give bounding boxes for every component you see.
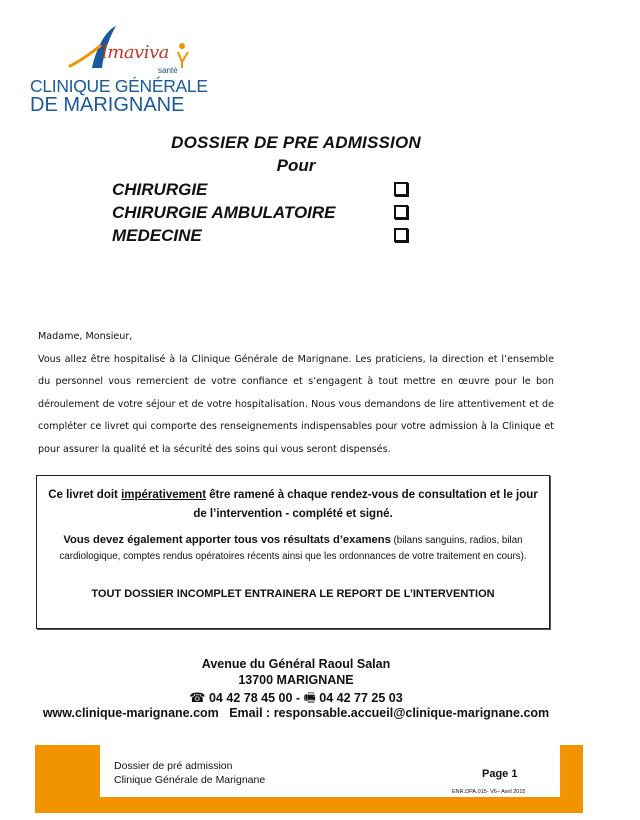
letter-salutation: Madame, Monsieur,: [38, 331, 133, 342]
document-subtitle: Pour: [276, 156, 316, 175]
phone-fax-separator: -: [292, 691, 304, 705]
option-label-chirurgie-ambulatoire: CHIRURGIE AMBULATOIRE: [112, 203, 336, 222]
contact-web-email: [0, 706, 592, 720]
notice-line-2: [45, 533, 541, 564]
address-street: Avenue du Général Raoul Salan: [201, 657, 391, 671]
logo-clinic-name-line2: DE MARIGNANE: [30, 94, 185, 116]
fax-icon: 🖷: [303, 690, 316, 705]
checkbox-chirurgie-ambulatoire[interactable]: [394, 205, 408, 219]
notice-line1-emphasis: impérativement: [121, 489, 207, 501]
footer-clinic-name: Clinique Générale de Marignane: [114, 774, 266, 786]
logo-brand-text: lmaviva: [102, 42, 169, 63]
checkbox-medecine[interactable]: [394, 228, 408, 242]
logo-clinic-name-line1: CLINIQUE GÉNÉRALE: [30, 76, 208, 96]
clinic-logo: [30, 18, 220, 118]
document-reference: ENR.DPA.015- V6– Avril 2015: [452, 789, 526, 795]
notice-line2-bold: Vous devez également apporter tous vos résultats d’examens: [63, 534, 391, 546]
option-label-chirurgie: CHIRURGIE: [112, 180, 208, 199]
document-title: DOSSIER DE PRE ADMISSION: [171, 133, 421, 152]
website-link[interactable]: www.clinique-marignane.com: [42, 706, 219, 720]
option-label-medecine: MEDECINE: [112, 226, 202, 245]
notice-warning: TOUT DOSSIER INCOMPLET ENTRAINERA LE REPORT DE L’INTERVENTION: [91, 588, 495, 600]
logo-tagline: santé: [158, 66, 178, 75]
letter-paragraph: Vous allez être hospitalisé à la Clinique Générale de Marignane. Les praticiens, la direction et l’ensemble du personnel vous remercient de votre confiance et s’engagent à tout mettre en œuvre pour le bon déroulement de votre séjour et de votre hospitalisation. Nous vous demandons de lire attentivement et de compléter ce livret qui comporte des renseignements indispensables pour votre admission à la Clinique et pour assurer la qualité et la sécurité des soins qui vous seront dispensés.: [38, 353, 554, 455]
notice-line2-rest: (bilans sanguins, radios, bilan cardiologique, comptes rendus opératoires récents ainsi que les ordonnances de votre traitement en cours).: [59, 535, 527, 562]
footer-document-name: Dossier de pré admission: [114, 760, 233, 772]
page-number: Page 1: [482, 768, 518, 780]
fax-number: 04 42 77 25 03: [319, 691, 403, 705]
notice-line1-before: Ce livret doit: [48, 489, 122, 501]
telephone-icon: ☎: [189, 690, 206, 705]
address-city: 13700 MARIGNANE: [238, 673, 354, 687]
email-label: Email :: [229, 706, 274, 720]
checkbox-chirurgie[interactable]: [394, 182, 408, 196]
important-notice-box: [36, 475, 550, 629]
email-link[interactable]: responsable.accueil@clinique-marignane.com: [273, 706, 550, 720]
letter-body: [38, 326, 554, 461]
notice-line-1: [45, 486, 541, 524]
notice-line1-after: être ramené à chaque rendez-vous de consultation et le jour de l’intervention - complété et signé.: [193, 489, 538, 520]
phone-number[interactable]: 04 42 78 45 00: [208, 691, 293, 705]
